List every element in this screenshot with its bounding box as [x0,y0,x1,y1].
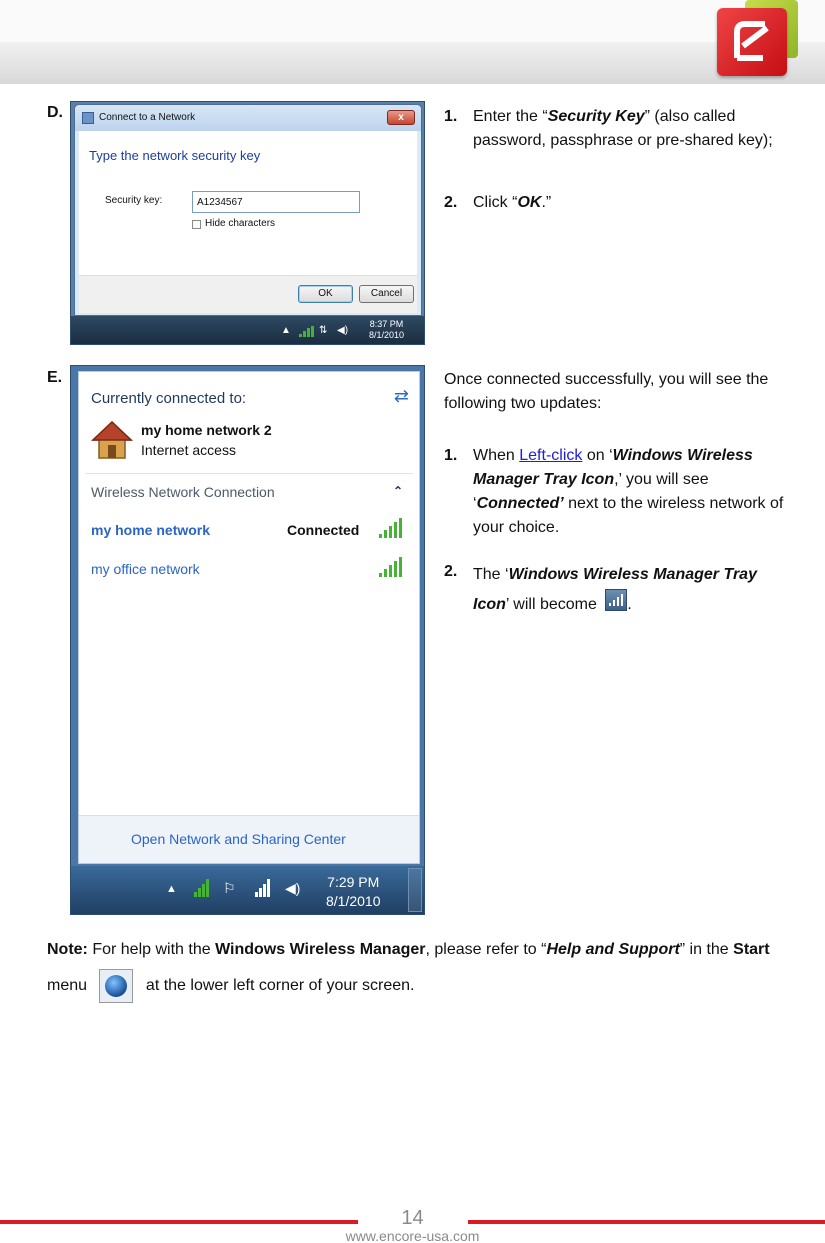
taskbar [71,866,424,914]
step-d-item-1: Enter the “Security Key” (also called password, passphrase or pre-shared key); [473,108,773,149]
popup-footer [79,815,419,863]
ok-button[interactable]: OK [298,285,353,303]
signal-strength-icon [379,518,405,538]
connect-dialog [74,104,422,316]
signal-icon[interactable] [255,879,273,897]
tray-signal-icon [605,589,627,611]
home-network-icon [91,420,133,460]
divider [85,473,413,474]
step-e-item-1: When Left-click on ‘Windows Wireless Manager Tray Icon,’ you will see ‘Connected’ next to the wireless network of your choice. [473,447,784,536]
step-e-intro: Once connected successfully, you will see the following two updates: [444,371,769,412]
network-tray-icon[interactable]: ⇅ [319,325,328,336]
flag-icon[interactable]: ⚐ [223,880,236,896]
refresh-icon[interactable]: ⇄ [393,386,409,406]
clock-time: 8:37 PM [369,319,404,329]
step-d-item-2-number: 2. [444,194,458,211]
show-desktop-button[interactable] [408,868,422,912]
step-e-item-2: The ‘Windows Wireless Manager Tray Icon’ will become . [473,566,757,613]
security-key-input[interactable]: A1234567 [192,191,360,213]
security-key-label: Security key: [105,195,163,206]
taskbar-clock[interactable] [369,319,404,341]
chevron-up-icon[interactable]: ▲ [166,883,177,895]
current-network-name: my home network 2 [141,422,272,438]
clock-time: 7:29 PM [327,874,380,890]
open-network-center-link[interactable]: Open Network and Sharing Center [131,831,346,847]
header-bar [0,42,825,84]
connected-status: Connected [287,522,360,538]
encore-logo-icon [717,8,787,76]
dialog-heading: Type the network security key [89,148,261,163]
cancel-button[interactable]: Cancel [359,285,414,303]
dialog-body [79,131,417,313]
volume-icon[interactable]: ◀) [285,880,301,896]
help-note: Note: For help with the Windows Wireless Manager, please refer to “Help and Support” in the Start menu at the lower left corner of your screen. [47,932,787,1004]
section-title: Wireless Network Connection [91,484,275,500]
wireless-manager-tray-icon[interactable] [194,879,212,897]
page-number: 14 [401,1207,424,1229]
start-menu-icon [99,969,133,1003]
clock-date: 8/1/2010 [326,893,381,909]
website-url: www.encore-usa.com [345,1228,480,1243]
dialog-footer [79,275,417,313]
dialog-titlebar [75,105,421,131]
step-e-item-1-number: 1. [444,447,458,464]
connected-to-heading: Currently connected to: [91,390,247,407]
network-item-home[interactable]: my home network [91,522,211,538]
network-item-office[interactable]: my office network [91,561,200,577]
network-popup [78,371,420,864]
step-d-item-1-number: 1. [444,108,458,125]
step-e-label: E. [47,369,63,386]
step-d-item-2: Click “OK.” [473,194,552,211]
internet-access-status: Internet access [141,442,236,458]
hide-characters-checkbox[interactable] [192,220,201,229]
signal-strength-icon [379,557,405,577]
step-d-label: D. [47,104,63,121]
chevron-up-icon[interactable]: ▲ [281,325,291,336]
header-top [0,0,825,42]
chevron-up-icon[interactable]: ⌃ [392,484,403,498]
taskbar-clock[interactable] [326,873,381,911]
screenshot-wireless-popup [70,365,425,915]
network-icon [82,112,94,124]
screenshot-connect-dialog [70,101,425,345]
close-button[interactable]: x [387,110,415,125]
taskbar [71,316,424,344]
volume-icon[interactable]: ◀) [337,325,349,336]
signal-icon[interactable] [299,326,313,337]
left-click-link[interactable]: Left-click [519,447,583,464]
hide-characters-label: Hide characters [205,218,276,229]
step-e-item-2-number: 2. [444,563,458,580]
dialog-title: Connect to a Network [99,112,196,123]
clock-date: 8/1/2010 [368,330,404,340]
